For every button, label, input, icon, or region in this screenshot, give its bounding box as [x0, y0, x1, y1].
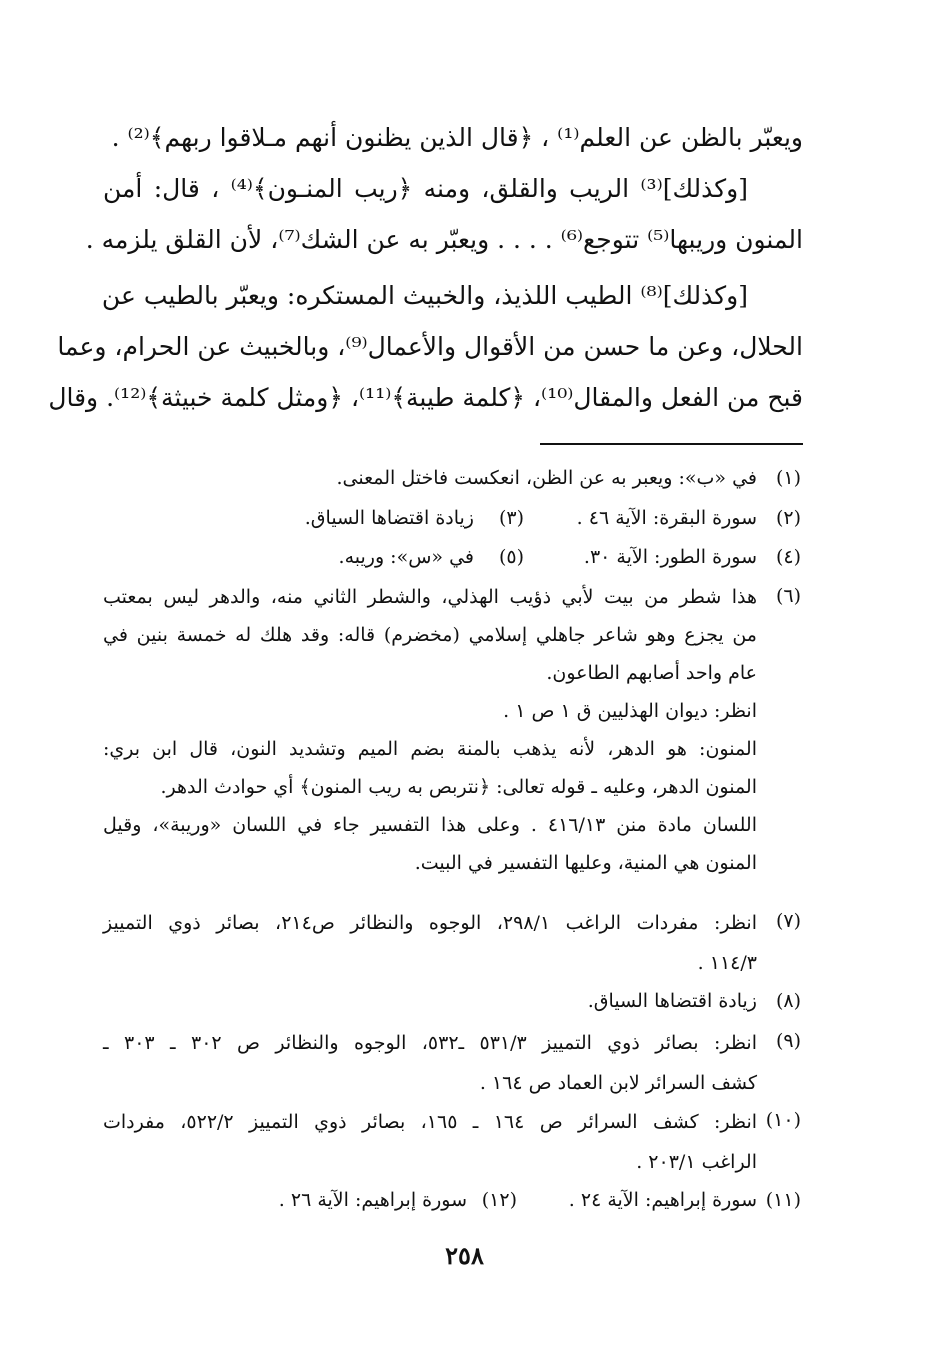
footnote-line: المنون هي المنية، وعليها التفسير في البيت.	[414, 852, 757, 874]
body-line: قبح من الفعل والمقال⁽¹⁰⁾، ﴿كلمة طيبة﴾⁽¹¹⁾، ﴿ومثل كلمة خبيثة﴾⁽¹²⁾. وقال	[48, 383, 803, 412]
footnote-6-text	[103, 578, 757, 882]
footnote-text: زيادة اقتضاها السياق.	[304, 507, 474, 529]
main-text-block	[85, 112, 803, 265]
body-line: المنون وريبها⁽⁵⁾ تتوجع⁽⁶⁾ . . . . ويعبّر به عن الشك⁽⁷⁾، لأن القلق يلزمه .	[85, 225, 803, 254]
footnote-number: (٢)	[775, 507, 801, 529]
footnote-line: اللسان مادة منن ٤١٦/١٣ . وعلى هذا التفسير جاء في اللسان «وريبة»، وقيل	[103, 814, 757, 836]
footnote-line: المنون الدهر، وعليه ـ قوله تعالى: ﴿نتربص به ريب المنون﴾ أي حوادث الدهر.	[160, 776, 757, 798]
footnote-separator	[540, 443, 803, 445]
footnote-line: انظر: ديوان الهذليين ق ١ ص ١ .	[503, 700, 757, 722]
footnote-number: (١)	[775, 467, 801, 489]
footnote-line: ١١٤/٣ .	[697, 952, 757, 974]
footnote-line: المنون: هو الدهر، لأنه يذهب بالمنة بضم الميم وتشديد النون، قال ابن بري:	[103, 738, 757, 760]
page-number: ٢٥٨	[445, 1241, 484, 1270]
footnote-number: (٥)	[498, 546, 524, 568]
footnote-text: سورة إبراهيم: الآية ٢٦ .	[278, 1189, 467, 1211]
footnote-number: (٩)	[775, 1030, 801, 1052]
footnote-10-text	[103, 1102, 757, 1182]
footnote-text: في «س»: وريبه.	[338, 546, 474, 568]
footnote-7-text	[103, 903, 757, 983]
footnote-line: انظر: بصائر ذوي التمييز ٥٣١/٣ ـ٥٣٢، الوجوه والنظائر ص ٣٠٢ ـ ٣٠٣ ـ	[103, 1032, 757, 1054]
footnote-text: سورة إبراهيم: الآية ٢٤ .	[568, 1189, 757, 1211]
footnote-text: سورة الطور: الآية ٣٠.	[583, 546, 757, 568]
footnote-line: كشف السرائر لابن العماد ص ١٦٤ .	[479, 1072, 757, 1094]
footnote-number: (١٠)	[765, 1109, 801, 1131]
footnote-number: (٣)	[498, 507, 524, 529]
footnote-9-text	[103, 1023, 757, 1103]
footnote-number: (٦)	[775, 585, 801, 607]
footnote-number: (٤)	[775, 546, 801, 568]
footnote-text: في «ب»: ويعبر به عن الظن، انعكست فاختل المعنى.	[336, 467, 757, 489]
footnote-line: من يجزع وهو شاعر جاهلي إسلامي (مخضرم) قاله: وقد هلك له خمسة بنين في	[103, 624, 757, 646]
footnote-text: سورة البقرة: الآية ٤٦ .	[576, 507, 757, 529]
footnote-number: (١١)	[765, 1189, 801, 1211]
footnote-line: انظر: مفردات الراغب ٢٩٨/١، الوجوه والنظائر ص٢١٤، بصائر ذوي التمييز	[103, 912, 757, 934]
body-line: [وكذلك]⁽³⁾ الريب والقلق، ومنه ﴿ريب المنـون﴾⁽⁴⁾ ، قال: أمن	[103, 174, 748, 203]
footnote-number: (١٢)	[481, 1189, 517, 1211]
footnote-line: هذا شطر من بيت لأبي ذؤيب الهذلي، والشطر الثاني منه، والدهر ليس بمعتب	[103, 586, 757, 608]
footnote-line: عام واحد أصابهم الطاعون.	[546, 662, 757, 684]
footnote-text: زيادة اقتضاها السياق.	[587, 990, 757, 1012]
body-line: [وكذلك]⁽⁸⁾ الطيب اللذيذ، والخبيث المستكره: ويعبّر بالطيب عن	[101, 281, 748, 310]
body-line: الحلال، وعن ما حسن من الأقوال والأعمال⁽⁹⁾، وبالخبيث عن الحرام، وعما	[57, 332, 803, 361]
footnote-number: (٧)	[775, 910, 801, 932]
body-line: ويعبّر بالظن عن العلم⁽¹⁾ ، ﴿قال الذين يظنون أنهم مـلاقوا ربهم﴾⁽²⁾ .	[111, 123, 803, 152]
footnote-number: (٨)	[775, 990, 801, 1012]
main-text-block-2	[48, 270, 803, 423]
footnote-line: انظر: كشف السرائر ص ١٦٤ ـ ١٦٥، بصائر ذوي التمييز ٥٢٢/٢، مفردات	[103, 1111, 758, 1133]
footnote-line: الراغب ٢٠٣/١ .	[636, 1151, 757, 1173]
